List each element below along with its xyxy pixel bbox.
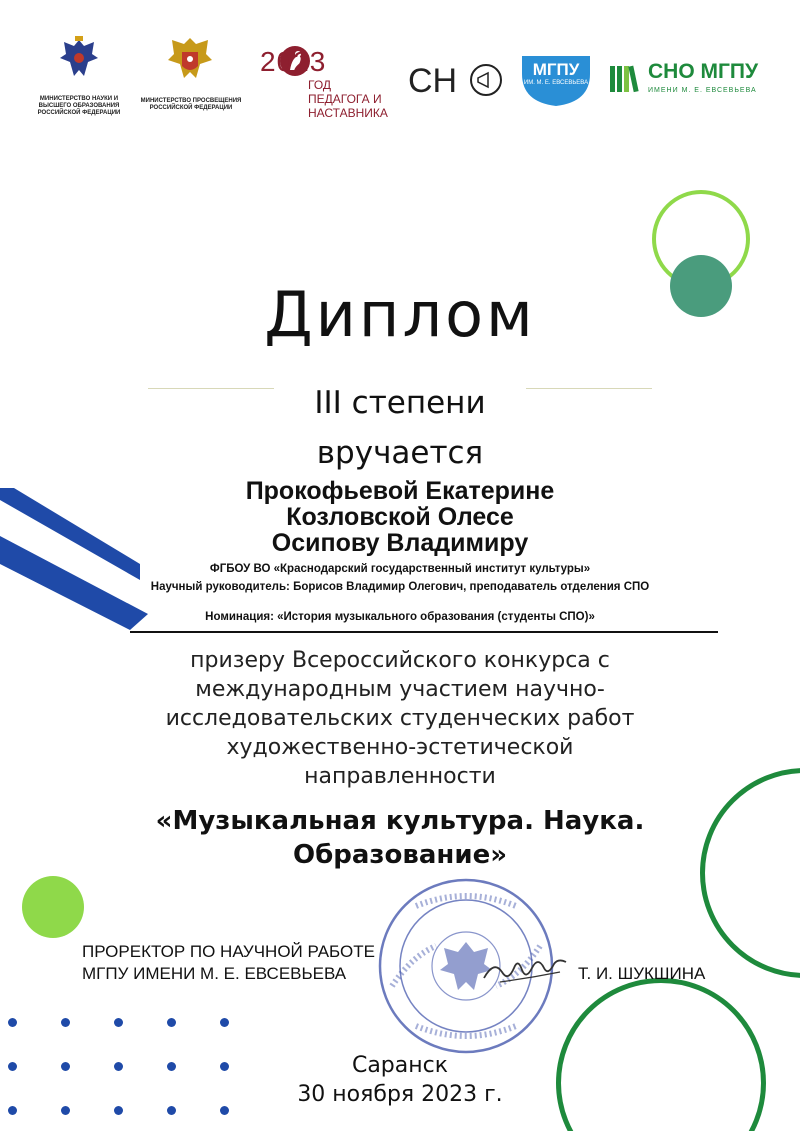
nomination-line: Номинация: «История музыкального образования (студенты СПО)» [205,611,595,623]
coat-of-arms-icon [164,34,216,86]
decor-ring-right [700,768,800,978]
mgpu-title: МГПУ [532,60,580,79]
year-teacher-text: ГОД ПЕДАГОГА И НАСТАВНИКА [308,78,388,120]
supervisor-line: Научный руководитель: Борисов Владимир Олегович, преподаватель отделения СПО [150,581,650,593]
year-teacher-logo [256,42,386,122]
diploma-title: Диплом [264,278,536,351]
mgpu-logo [518,46,594,122]
ministry-education-label: МИНИСТЕРСТВО ПРОСВЕЩЕНИЯ РОССИЙСКОЙ ФЕДЕРАЦИИ [140,98,242,111]
sno-mgpu-subtitle: ИМЕНИ М. Е. ЕВСЕВЬЕВА [648,87,757,94]
decor-green-dot [22,876,84,938]
date-label: 30 ноября 2023 г. [297,1082,503,1107]
description-line: призеру Всероссийского конкурса с [190,648,610,673]
handwritten-signature [480,952,570,992]
year-teacher-year: 2023 [260,46,327,77]
conference-title-line: «Музыкальная культура. Наука. [155,806,645,836]
recipient-name: Козловской Олесе [286,503,514,531]
signatory-name: Т. И. ШУКШИНА [578,964,706,983]
description-line: исследовательских студенческих работ [165,706,635,731]
signatory-position-line: МГПУ ИМЕНИ М. Е. ЕВСЕВЬЕВА [82,964,347,983]
sno-mgpu-title: СНО МГПУ [648,60,759,83]
institution-line: ФГБОУ ВО «Краснодарский государственный институт культуры» [209,563,591,575]
ministry-science-logo [34,34,124,124]
decor-dot-grid [0,0,1,1]
sno-label: СН [408,62,458,100]
recipient-name: Прокофьевой Екатерине [245,477,555,505]
sno-logo [408,62,508,102]
city-label: Саранск [351,1053,449,1078]
description-line: направленности [304,764,496,789]
signatory-position-line: ПРОРЕКТОР ПО НАУЧНОЙ РАБОТЕ [82,942,375,961]
ministry-education-logo [136,34,246,124]
ministry-science-label: МИНИСТЕРСТВО НАУКИ И ВЫСШЕГО ОБРАЗОВАНИЯ РОССИЙСКОЙ ФЕДЕРАЦИИ [37,96,121,116]
diploma-degree: III степени [314,385,486,421]
recipient-name: Осипову Владимиру [271,529,529,557]
description-line: художественно-эстетической [226,735,574,760]
double-headed-eagle-icon [54,34,104,84]
megaphone-icon [468,62,504,98]
mgpu-subtitle: ИМ. М. Е. ЕВСЕВЬЕВА [523,80,589,86]
awarded-label: вручается [316,435,484,471]
description-line: международным участием научно- [195,677,605,702]
conference-title-line: Образование» [293,840,507,870]
books-icon [608,62,642,96]
divider-line [130,631,718,633]
sno-mgpu-logo [608,60,768,104]
